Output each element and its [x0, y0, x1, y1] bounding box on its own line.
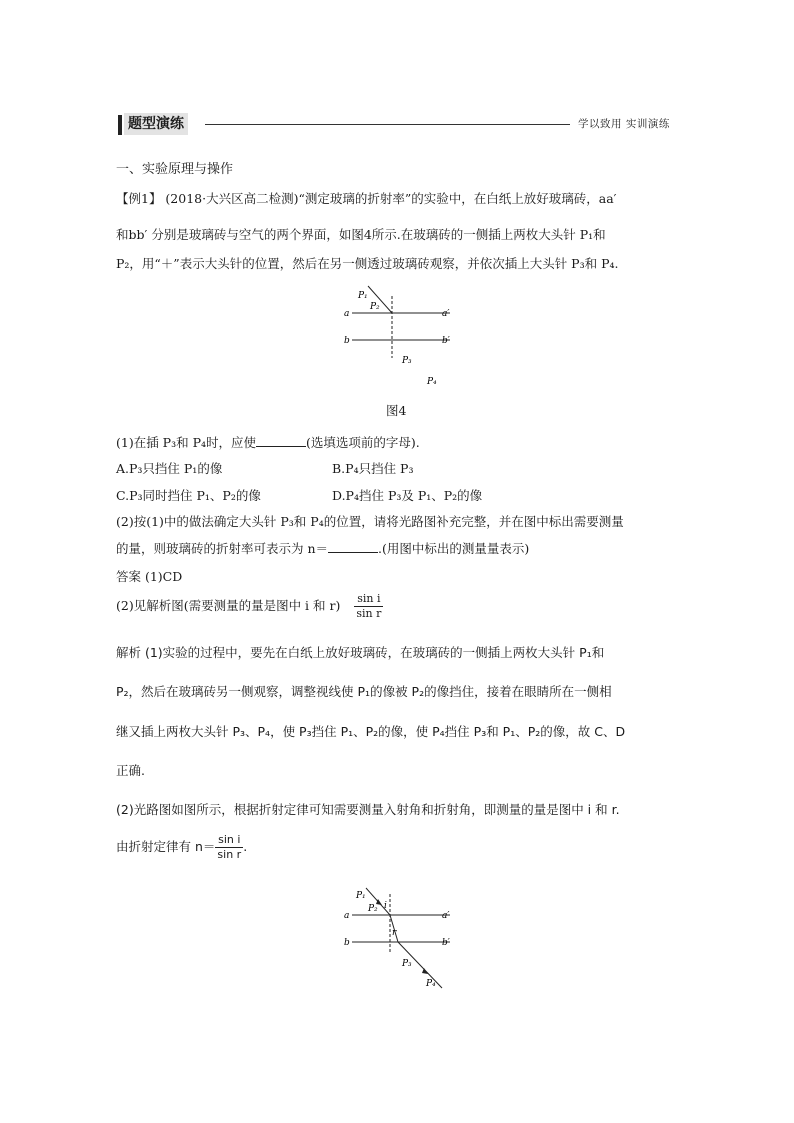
question-2-line-2	[116, 539, 529, 557]
header-accent-bar	[118, 115, 122, 135]
label-b: b	[344, 938, 350, 948]
answer-fraction	[354, 592, 383, 621]
option-b: B.P₄只挡住 P₃	[332, 461, 414, 476]
arrow-icon	[422, 968, 428, 974]
answer-line-1: 答案 (1)CD	[116, 569, 183, 584]
label-b: b	[344, 336, 350, 346]
figure-4-diagram	[330, 278, 470, 393]
answer-line-2-text: (2)见解析图(需要测量的量是图中 i 和 r)	[116, 598, 341, 613]
question-1-prompt	[116, 433, 420, 451]
label-a: a	[344, 911, 350, 921]
pin-p3-label: P₃	[402, 356, 412, 366]
option-c: C.P₃同时挡住 P₁、P₂的像	[116, 488, 261, 503]
answer-fraction-numerator: sin i	[354, 592, 383, 607]
pin-p2-label: P₂	[368, 904, 378, 914]
example-line-3: P₂，用“＋”表示大头针的位置，然后在另一侧透过玻璃砖观察，并依次插上大头针 P₃和 P₄.	[116, 256, 619, 271]
analysis-line-1: 解析 (1)实验的过程中，要先在白纸上放好玻璃砖，在玻璃砖的一侧插上两枚大头针 P₁和	[116, 645, 605, 660]
pin-p1-label: P₁	[356, 891, 366, 901]
header-rule	[205, 124, 570, 125]
analysis-line-2: P₂，然后在玻璃砖另一侧观察，调整视线使 P₁的像被 P₂的像挡住，接着在眼睛所在一侧相	[116, 684, 612, 699]
answer-blank-1	[256, 435, 306, 447]
analysis-fraction-denominator: sin r	[217, 848, 242, 861]
pin-p4-label: P₄	[427, 377, 437, 387]
option-d: D.P₄挡住 P₃及 P₁、P₂的像	[332, 488, 483, 503]
light-path-diagram	[330, 880, 470, 995]
analysis-line-3: 继又插上两枚大头针 P₃、P₄，使 P₃挡住 P₁、P₂的像，使 P₄挡住 P₃和 P₁、P₂的像，故 C、D	[116, 724, 626, 739]
section-header-title: 题型演练	[124, 113, 188, 135]
label-a-prime: a′	[442, 309, 450, 319]
answer-line-2	[116, 592, 383, 621]
question-2-line-1: (2)按(1)中的做法确定大头针 P₃和 P₄的位置，请将光路图补充完整，并在图中标出需要测量	[116, 514, 624, 529]
analysis-fraction-numerator: sin i	[215, 833, 243, 848]
option-a: A.P₃只挡住 P₁的像	[116, 461, 223, 476]
analysis-line-6-before: 由折射定律有 n＝	[116, 839, 216, 854]
answer-blank-2	[328, 541, 378, 553]
pin-p3-label: P₃	[402, 959, 412, 969]
label-a-prime: a′	[442, 911, 450, 921]
analysis-fraction	[215, 833, 243, 862]
question-1-prompt-after: (选填选项前的字母).	[306, 435, 420, 450]
pin-p4-label: P₄	[426, 979, 436, 989]
section-title: 一、实验原理与操作	[116, 162, 234, 177]
figure-4-caption: 图4	[386, 403, 407, 418]
example-line-1: 【例1】 (2018·大兴区高二检测)“测定玻璃的折射率”的实验中，在白纸上放好玻璃砖，aa′	[116, 191, 617, 206]
label-b-prime: b′	[442, 336, 450, 346]
example-line-2: 和bb′ 分别是玻璃砖与空气的两个界面，如图4所示.在玻璃砖的一侧插上两枚大头针 P₁和	[116, 227, 606, 242]
answer-fraction-denominator: sin r	[356, 607, 382, 620]
analysis-line-5: (2)光路图如图所示，根据折射定律可知需要测量入射角和折射角，即测量的量是图中 i 和 r.	[116, 802, 620, 817]
question-2-line-2-before: 的量，则玻璃砖的折射率可表示为 n＝	[116, 541, 329, 556]
question-1-prompt-before: (1)在插 P₃和 P₄时，应使	[116, 435, 256, 450]
analysis-line-4: 正确.	[116, 763, 145, 778]
angle-r-label: r	[392, 928, 397, 938]
pin-p1-label: P₁	[358, 291, 368, 301]
label-a: a	[344, 309, 350, 319]
label-b-prime: b′	[442, 938, 450, 948]
angle-i-label: i	[384, 901, 387, 911]
question-2-line-2-after: .(用图中标出的测量量表示)	[378, 541, 530, 556]
analysis-line-6	[116, 833, 247, 862]
pin-p2-label: P₂	[370, 302, 380, 312]
header-subtitle: 学以致用 实训演练	[578, 118, 670, 130]
analysis-line-6-after: .	[243, 839, 248, 854]
